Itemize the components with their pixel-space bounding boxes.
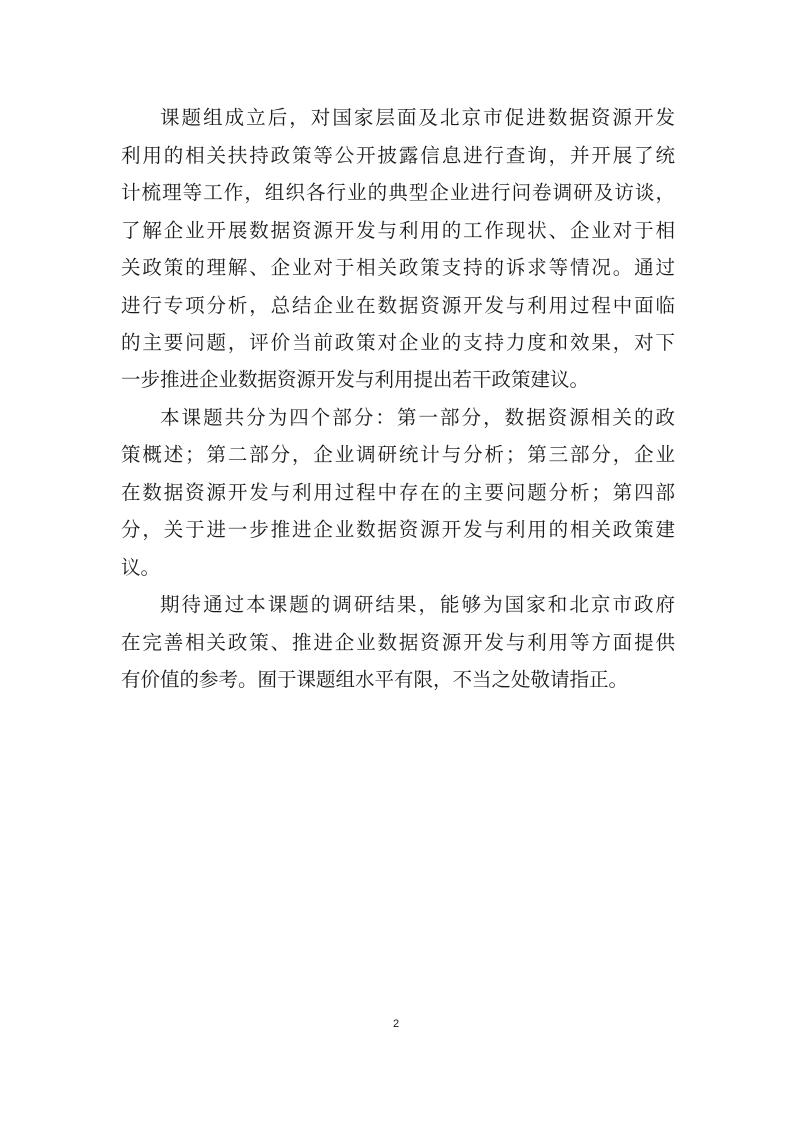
text-line: 进行专项分析，总结企业在数据资源开发与利用过程中面临 (121, 294, 675, 317)
text-line: 本课题共分为四个部分：第一部分，数据资源相关的政 (160, 406, 675, 429)
page-number: 2 (392, 1018, 400, 1030)
text-line: 关政策的理解、企业对于相关政策支持的诉求等情况。通过 (121, 256, 675, 279)
text-line: 课题组成立后，对国家层面及北京市促进数据资源开发 (160, 106, 675, 129)
text-line: 期待通过本课题的调研结果，能够为国家和北京市政府 (160, 593, 675, 616)
text-line: 分，关于进一步推进企业数据资源开发与利用的相关政策建 (121, 518, 675, 541)
text-line: 一步推进企业数据资源开发与利用提出若干政策建议。 (121, 368, 590, 391)
text-line: 有价值的参考。囿于课题组水平有限，不当之处敬请指正。 (121, 668, 629, 691)
text-line: 策概述；第二部分，企业调研统计与分析；第三部分，企业 (121, 443, 675, 466)
text-line: 的主要问题，评价当前政策对企业的支持力度和效果，对下 (121, 331, 675, 354)
text-line: 利用的相关扶持政策等公开披露信息进行查询，并开展了统 (121, 144, 675, 167)
text-line: 议。 (121, 556, 161, 579)
text-line: 在数据资源开发与利用过程中存在的主要问题分析；第四部 (121, 481, 675, 504)
text-line: 了解企业开展数据资源开发与利用的工作现状、企业对于相 (121, 219, 675, 242)
text-line: 在完善相关政策、推进企业数据资源开发与利用等方面提供 (121, 631, 675, 654)
text-line: 计梳理等工作，组织各行业的典型企业进行问卷调研及访谈， (121, 181, 675, 204)
